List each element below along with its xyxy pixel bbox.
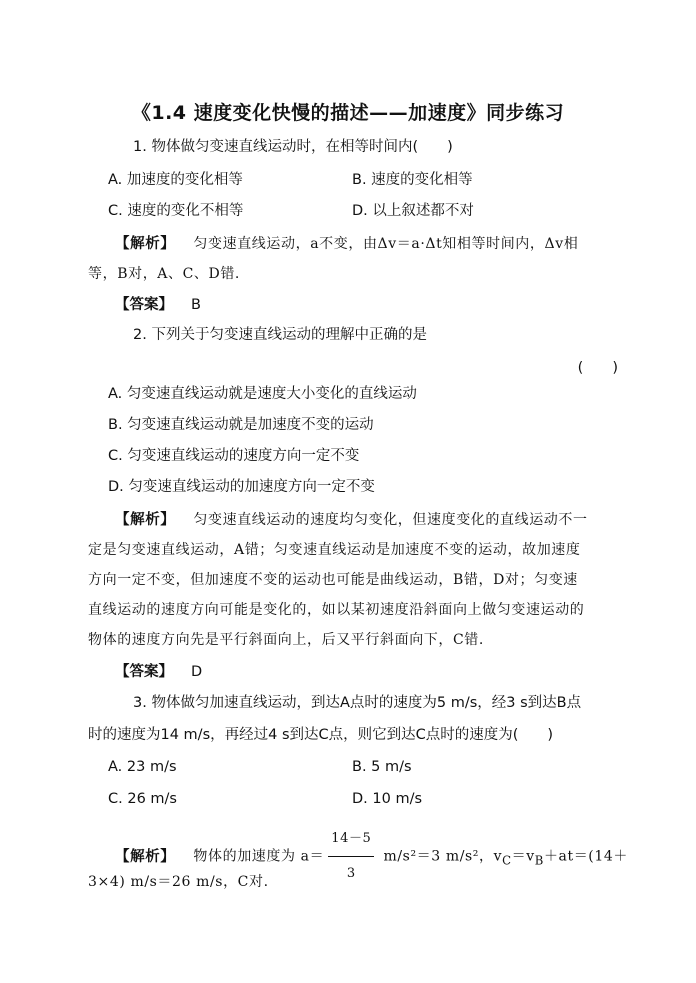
q2-analysis-line-1	[115, 510, 588, 530]
q2-analysis-line-4: 直线运动的速度方向可能是变化的，如以某初速度沿斜面向上做匀变速运动的	[88, 602, 585, 618]
q1-analysis-line-1	[115, 234, 578, 254]
q1-analysis-label: 【解析】	[115, 236, 176, 252]
q2-answer: D	[191, 664, 203, 680]
q1-option-d: D. 以上叙述都不对	[352, 203, 474, 219]
q2-analysis-line-2: 定是匀变速直线运动，A错；匀变速直线运动是加速度不变的运动，故加速度	[88, 542, 581, 558]
q3-subscript-b: B	[534, 853, 544, 868]
q2-option-b: B. 匀变速直线运动就是加速度不变的运动	[108, 417, 374, 433]
q3-fraction-numerator: 14－5	[328, 822, 374, 857]
q2-option-d: D. 匀变速直线运动的加速度方向一定不变	[108, 479, 375, 495]
q2-analysis-label: 【解析】	[115, 512, 176, 528]
q2-answer-line	[115, 662, 202, 682]
q3-option-d: D. 10 m/s	[352, 791, 423, 807]
q1-stem: 1. 物体做匀变速直线运动时，在相等时间内( )	[133, 139, 453, 155]
q3-subscript-c: C	[502, 853, 512, 868]
q3-acceleration-fraction	[328, 822, 374, 891]
q3-analysis-line-2: 3×4) m/s＝26 m/s，C对.	[88, 874, 269, 890]
q2-answer-paren: ( )	[577, 360, 618, 376]
q3-analysis-post: m/s²＝3 m/s²，v	[378, 848, 503, 865]
q2-analysis-line-3: 方向一定不变，但加速度不变的运动也可能是曲线运动，B错，D对；匀变速	[88, 572, 578, 588]
q2-analysis-text-1: 匀变速直线运动的速度均匀变化，但速度变化的直线运动不一	[193, 512, 588, 528]
q3-eq-2: ＋at＝(14＋	[543, 848, 628, 865]
q3-analysis-pre: 物体的加速度为 a＝	[193, 848, 325, 865]
q1-analysis-text-1: 匀变速直线运动，a不变，由Δv＝a·Δt知相等时间内，Δv相	[193, 236, 579, 252]
q3-stem-line-2: 时的速度为14 m/s，再经过4 s到达C点，则它到达C点时的速度为( )	[88, 727, 554, 743]
q1-answer: B	[191, 297, 201, 313]
document-title: 《1.4 速度变化快慢的描述——加速度》同步练习	[131, 102, 565, 124]
q3-stem-line-1: 3. 物体做匀加速直线运动，到达A点时的速度为5 m/s，经3 s到达B点	[133, 695, 582, 711]
q1-option-c: C. 速度的变化不相等	[108, 203, 244, 219]
q2-answer-label: 【答案】	[115, 664, 173, 680]
q3-fraction-denominator: 3	[346, 866, 356, 881]
q1-option-a: A. 加速度的变化相等	[108, 172, 243, 188]
q1-answer-line	[115, 295, 201, 315]
q2-analysis-line-5: 物体的速度方向先是平行斜面向上，后又平行斜面向下，C错.	[88, 632, 484, 648]
q3-option-a: A. 23 m/s	[108, 759, 177, 775]
q1-option-b: B. 速度的变化相等	[352, 172, 473, 188]
q2-stem: 2. 下列关于匀变速直线运动的理解中正确的是	[133, 327, 427, 343]
q3-option-b: B. 5 m/s	[352, 759, 412, 775]
q3-option-c: C. 26 m/s	[108, 791, 177, 807]
q1-answer-label: 【答案】	[115, 297, 173, 313]
q3-eq-1: ＝v	[511, 848, 535, 865]
q1-analysis-line-2: 等，B对，A、C、D错.	[88, 266, 240, 282]
q2-option-a: A. 匀变速直线运动就是速度大小变化的直线运动	[108, 386, 417, 402]
q3-analysis-label: 【解析】	[115, 848, 176, 865]
q2-option-c: C. 匀变速直线运动的速度方向一定不变	[108, 448, 360, 464]
